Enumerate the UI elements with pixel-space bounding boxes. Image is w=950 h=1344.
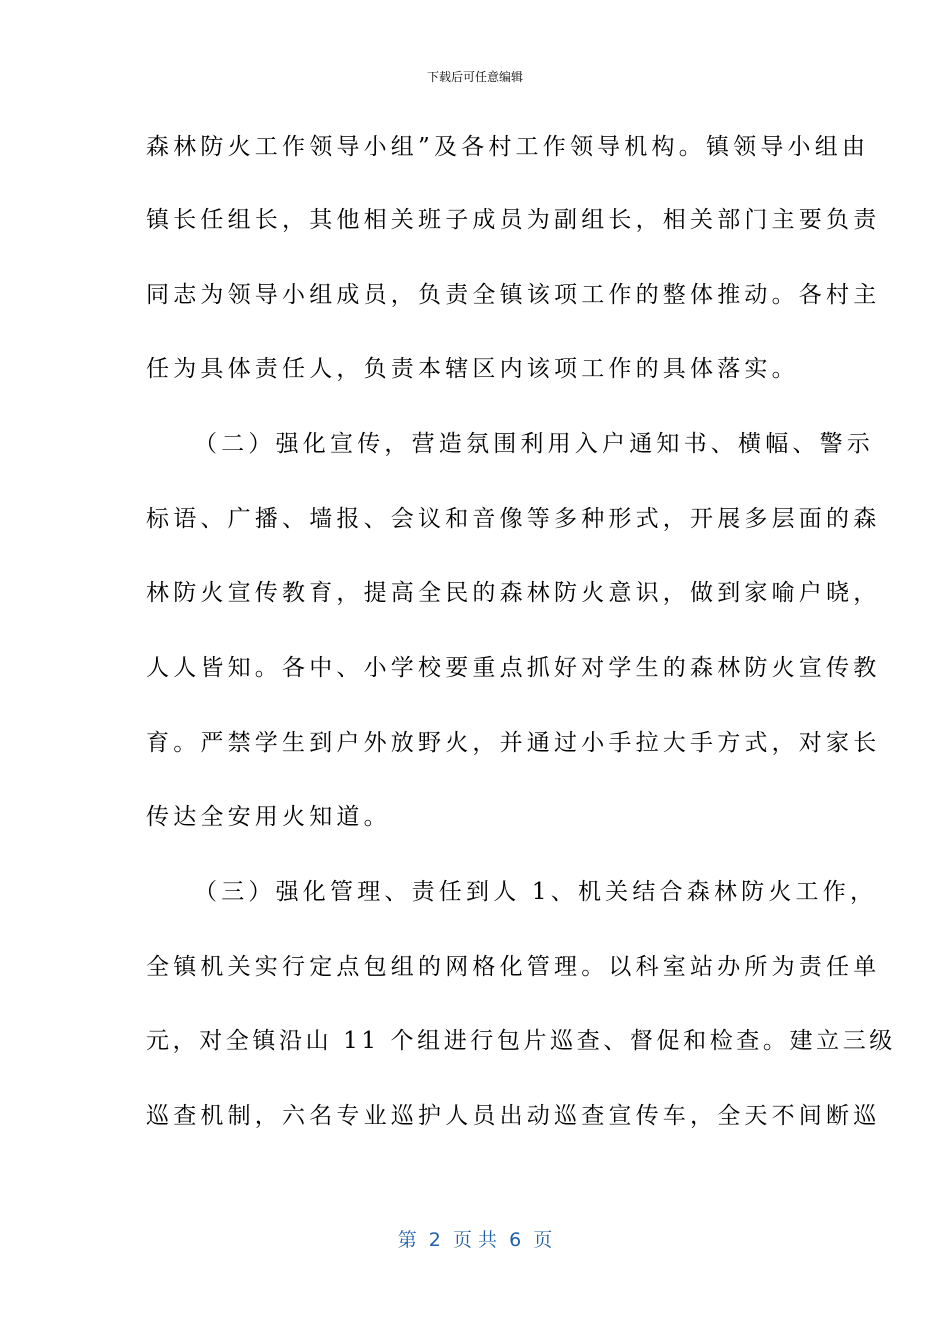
body-line: 任为具体责任人，负责本辖区内该项工作的具体落实。 [146,356,799,382]
paragraph-start-line: （三）强化管理、责任到人 1、机关结合森林防火工作， [194,879,878,905]
body-line: 人人皆知。各中、小学校要重点抓好对学生的森林防火宣传教 [146,655,881,681]
body-line: 镇长任组长，其他相关班子成员为副组长，相关部门主要负责 [146,207,881,233]
body-line: 传达全安用火知道。 [146,804,391,830]
body-line: 林防火宣传教育，提高全民的森林防火意识，做到家喻户晓， [146,580,881,606]
body-line: 育。严禁学生到户外放野火，并通过小手拉大手方式，对家长 [146,730,881,756]
header-note: 下载后可任意编辑 [426,70,523,84]
body-line: 元，对全镇沿山 11 个组进行包片巡查、督促和检查。建立三级 [146,1028,896,1054]
body-line: 森林防火工作领导小组”及各村工作领导机构。镇领导小组由 [146,134,870,160]
page-number-footer: 第 2 页 共 6 页 [397,1229,553,1251]
paragraph-start-line: （二）强化宣传，营造氛围利用入户通知书、横幅、警示 [194,431,874,457]
body-line: 同志为领导小组成员，负责全镇该项工作的整体推动。各村主 [146,282,881,308]
body-line: 全镇机关实行定点包组的网格化管理。以科室站办所为责任单 [146,954,881,980]
body-line: 巡查机制，六名专业巡护人员出动巡查宣传车，全天不间断巡 [146,1103,881,1129]
body-line: 标语、广播、墙报、会议和音像等多种形式，开展多层面的森 [146,506,881,532]
